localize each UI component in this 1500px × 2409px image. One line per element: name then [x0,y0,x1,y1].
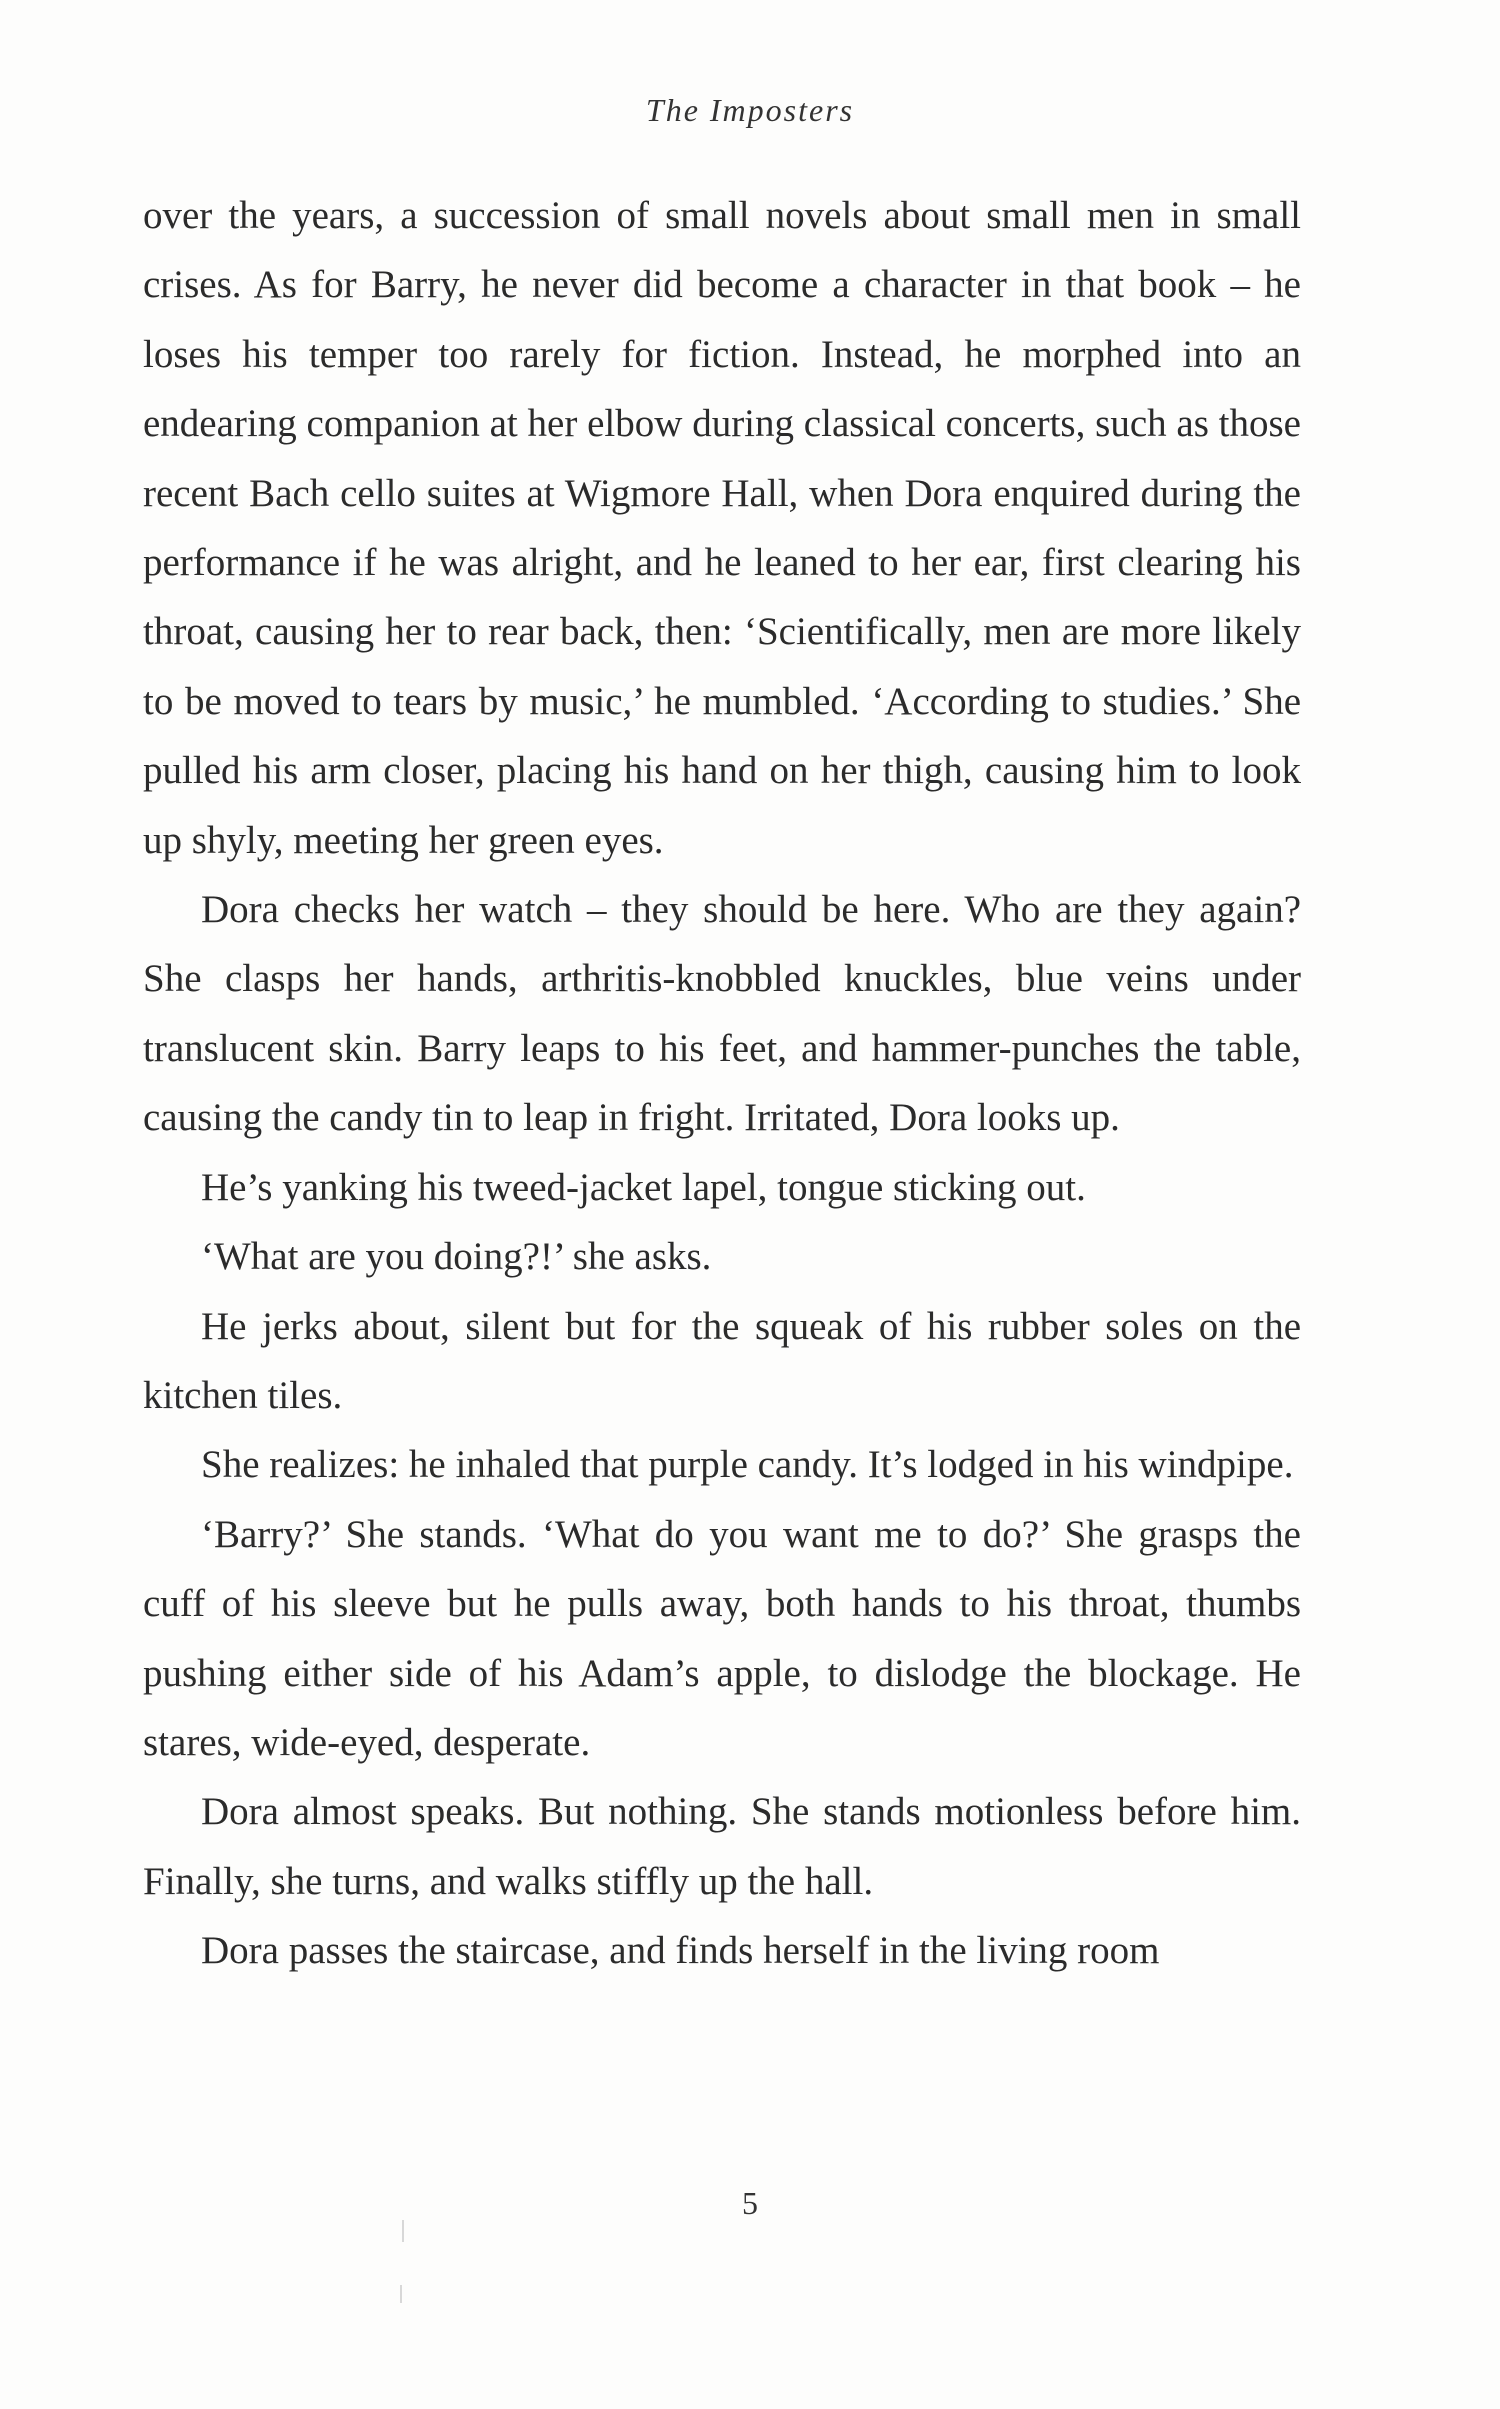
scan-mark [400,2285,402,2303]
paragraph: over the years, a succession of small novels about small men in small crises. As for Barry, he never did become a character in that book – he loses his temper too rarely for fiction. Instead, he morphed into an endearing companion at her elbow during classical concerts, such as those recent Bach cello suites at Wigmore Hall, when Dora enquired during the performance if he was alright, and he leaned to her ear, first clearing his throat, causing her to rear back, then: ‘Scientifically, men are more likely to be moved to tears by music,’ he mumbled. ‘According to studies.’ She pulled his arm closer, placing his hand on her thigh, causing him to look up shyly, meeting her green eyes. [143,194,1301,862]
paragraph: He’s yanking his tweed-jacket lapel, tongue sticking out. [201,1165,1086,1209]
paragraph: ‘Barry?’ She stands. ‘What do you want me to do?’ She grasps the cuff of his sleeve but he pulls away, both hands to his throat, thumbs pushing either side of his Adam’s apple, to dislodge the blockage. He stares, wide-eyed, desperate. [143,1512,1301,1764]
paragraph: Dora checks her watch – they should be here. Who are they again? She clasps her hands, arthritis-knobbled knuckles, blue veins under translucent skin. Barry leaps to his feet, and hammer-punches the table, causing the candy tin to leap in fright. Irritated, Dora looks up. [143,888,1301,1140]
paragraph: Dora almost speaks. But nothing. She stands motionless before him. Finally, she turns, and walks stiffly up the hall. [143,1790,1301,1903]
running-head: The Imposters [645,92,855,128]
paragraph: ‘What are you doing?!’ she asks. [201,1235,712,1279]
page-number: 5 [742,2185,758,2221]
scan-mark [402,2220,404,2242]
paragraph: He jerks about, silent but for the squeak of his rubber soles on the kitchen tiles. [143,1304,1301,1417]
paragraph: Dora passes the staircase, and finds herself in the living room [201,1929,1160,1973]
paragraph: She realizes: he inhaled that purple candy. It’s lodged in his windpipe. [201,1443,1294,1487]
body-text [143,181,1301,1986]
